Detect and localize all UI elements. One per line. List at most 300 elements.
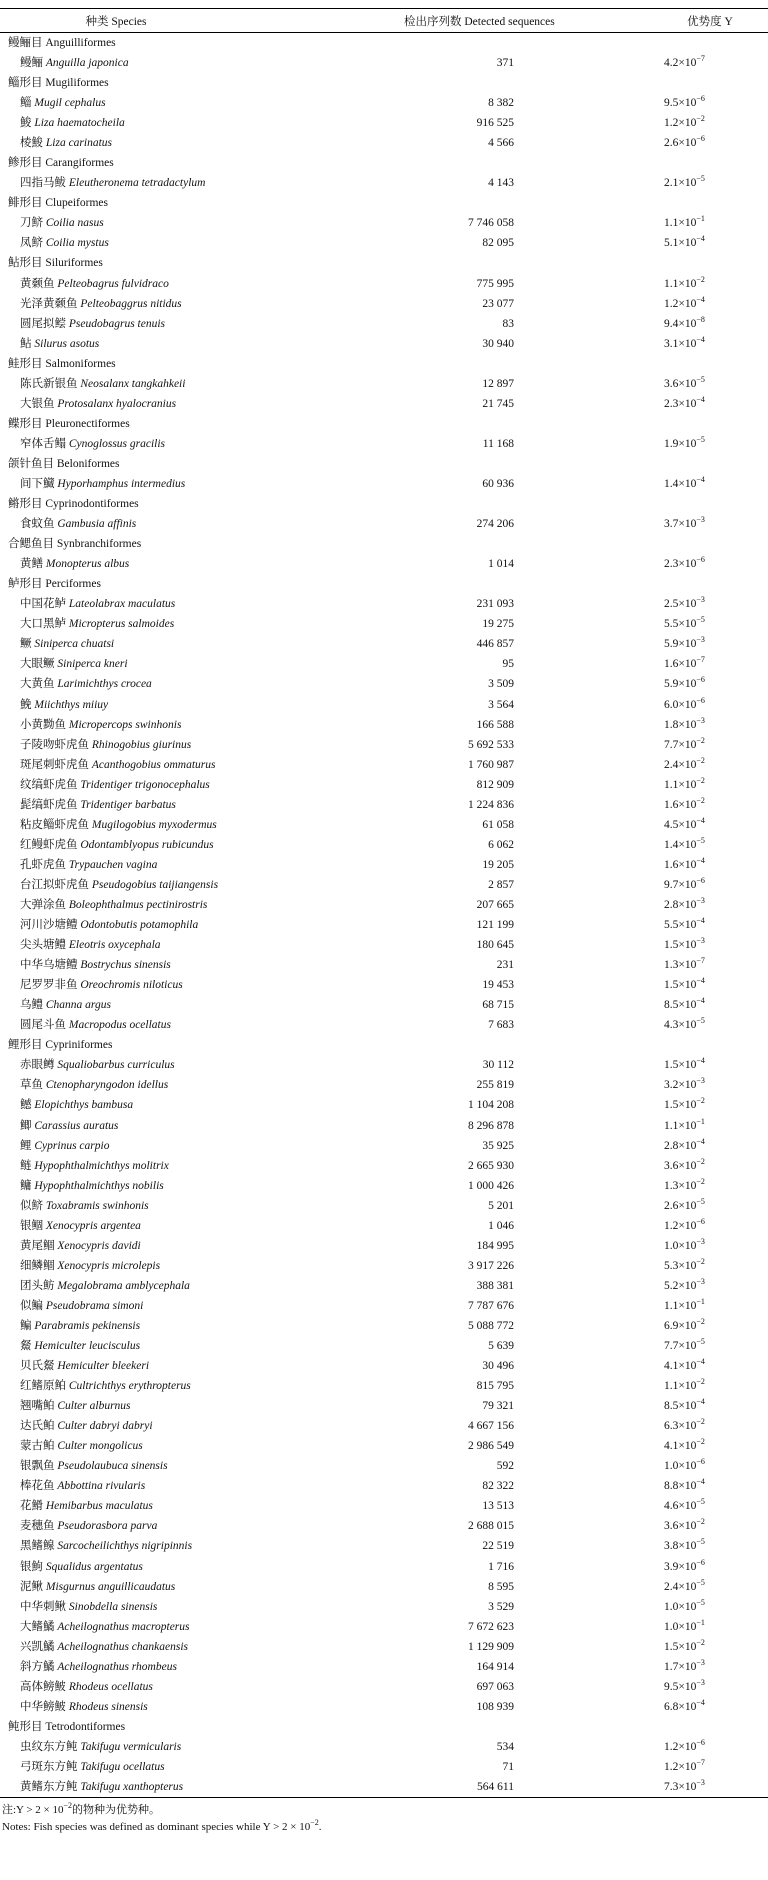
order-cn: 鲤形目 — [8, 1039, 43, 1052]
sequence-count: 7 672 623 — [468, 1620, 514, 1633]
sequence-count: 5 692 533 — [468, 738, 514, 751]
species-sci: Micropercops swinhonis — [68, 718, 182, 731]
species-cn: 台江拟虾虎鱼 — [20, 878, 89, 891]
species-cn: 鲢 — [20, 1159, 32, 1172]
species-sci: Odontobutis potamophila — [80, 919, 199, 932]
order-row — [0, 1035, 768, 1055]
order-row — [0, 153, 768, 173]
species-sci: Acheilognathus macropterus — [57, 1620, 190, 1633]
species-row — [0, 1617, 768, 1637]
order-cn: 鳉形目 — [8, 498, 43, 511]
dominance-value: $7.7\times 10^{-2}$ — [664, 735, 705, 751]
order-cn: 鳗鲡目 — [8, 37, 43, 49]
species-name — [0, 113, 402, 133]
dominance-value: $5.2\times 10^{-3}$ — [664, 1276, 705, 1292]
species-sci: Pseudorasbora parva — [57, 1520, 158, 1533]
sequence-count: 166 588 — [476, 718, 514, 731]
species-cn: 窄体舌鳎 — [20, 437, 66, 450]
species-row — [0, 614, 768, 634]
species-cn: 黄鳍东方鲀 — [20, 1781, 78, 1794]
dominance-value: $2.6\times 10^{-6}$ — [664, 134, 705, 150]
species-sci: Larimichthys crocea — [57, 678, 152, 691]
species-cn: 乌鳢 — [20, 999, 43, 1012]
species-cn: 似鲚 — [20, 1199, 43, 1212]
species-cn: 大眼鳜 — [20, 658, 55, 671]
dominance-value: $2.6\times 10^{-5}$ — [664, 1196, 705, 1212]
species-row — [0, 835, 768, 855]
order-cn: 颌针鱼目 — [8, 457, 54, 470]
species-cn: 红鳍原鲌 — [20, 1380, 66, 1393]
species-name — [0, 1196, 402, 1216]
species-name — [0, 554, 402, 574]
species-cn: 斑尾刺虾虎鱼 — [20, 758, 89, 771]
species-row — [0, 955, 768, 975]
order-sci: Clupeiformes — [45, 197, 108, 210]
dominance-value: $1.2\times 10^{-6}$ — [664, 1737, 705, 1753]
sequence-count: 21 745 — [482, 397, 514, 410]
species-row — [0, 474, 768, 494]
species-sci: Elopichthys bambusa — [34, 1099, 134, 1112]
species-row — [0, 233, 768, 253]
species-sci: Acanthogobius ommaturus — [91, 758, 216, 771]
species-row — [0, 1236, 768, 1256]
species-sci: Coilia nasus — [45, 217, 104, 230]
species-sci: Mugilogobius myxodermus — [91, 818, 217, 831]
species-name — [0, 294, 402, 314]
dominance-value: $1.4\times 10^{-5}$ — [664, 835, 705, 851]
dominance-value: $1.2\times 10^{-7}$ — [664, 1758, 705, 1773]
species-sci: Acheilognathus rhombeus — [57, 1660, 177, 1673]
species-sci: Pelteobagrus fulvidraco — [57, 277, 169, 290]
species-name — [0, 614, 402, 634]
sequence-count: 255 819 — [476, 1079, 514, 1092]
species-row — [0, 1516, 768, 1536]
species-cn: 髭缟虾虎鱼 — [20, 798, 78, 811]
sequence-count: 564 611 — [402, 1777, 632, 1798]
dominance-value: $3.7\times 10^{-3}$ — [664, 515, 705, 531]
species-name — [0, 835, 402, 855]
dominance-value: $1.1\times 10^{-2}$ — [664, 775, 705, 791]
species-row — [0, 374, 768, 394]
species-sci: Hemibarbus maculatus — [45, 1500, 153, 1513]
species-sci: Cyprinus carpio — [34, 1139, 110, 1152]
sequence-count: 7 683 — [488, 1019, 514, 1032]
order-name — [0, 193, 768, 213]
species-name — [0, 1657, 402, 1677]
species-cn: 大弹涂鱼 — [20, 898, 66, 911]
dominance-value: $8.8\times 10^{-4}$ — [664, 1477, 705, 1493]
species-row — [0, 1436, 768, 1456]
dominance-value: $1.3\times 10^{-2}$ — [664, 1176, 705, 1192]
species-row — [0, 93, 768, 113]
species-row — [0, 1757, 768, 1777]
species-cn: 贝氏䱗 — [20, 1360, 55, 1373]
sequence-count: 1 129 909 — [468, 1640, 514, 1653]
note-chinese: 注:Y > $2 \times 10^{-2}$的物种为优势种。 — [2, 1801, 161, 1817]
species-cn: 鳗鲡 — [20, 57, 43, 70]
sequence-count: 82 322 — [482, 1480, 514, 1493]
species-row — [0, 213, 768, 233]
sequence-count: 5 639 — [488, 1340, 514, 1353]
dominance-value: $2.5\times 10^{-3}$ — [664, 595, 705, 611]
dominance-value: $4.2\times 10^{-7}$ — [664, 54, 705, 70]
table-body — [0, 33, 768, 1798]
dominance-value: $1.7\times 10^{-3}$ — [664, 1657, 705, 1673]
species-name — [0, 1557, 402, 1577]
sequence-count: 19 275 — [482, 618, 514, 631]
species-name — [0, 1296, 402, 1316]
dominance-value: $1.5\times 10^{-4}$ — [664, 1056, 705, 1072]
dominance-value: $1.6\times 10^{-4}$ — [664, 855, 705, 871]
species-row — [0, 1496, 768, 1516]
species-name — [0, 1476, 402, 1496]
dominance-value: $4.3\times 10^{-5}$ — [664, 1016, 705, 1032]
species-row — [0, 1777, 768, 1798]
species-name — [0, 1416, 402, 1436]
sequence-count: 3 529 — [488, 1600, 514, 1613]
species-sci: Takifugu ocellatus — [80, 1761, 165, 1773]
species-sci: Anguilla japonica — [45, 57, 129, 70]
species-row — [0, 895, 768, 915]
sequence-count: 7 787 676 — [468, 1299, 514, 1312]
order-sci: Carangiformes — [45, 157, 114, 170]
species-sci: Siniperca kneri — [57, 658, 128, 671]
order-sci: Tetrodontiformes — [45, 1720, 126, 1733]
order-cn: 鲻形目 — [8, 77, 43, 90]
species-cn: 银鮈 — [20, 1560, 43, 1573]
species-cn: 虫纹东方鲀 — [20, 1740, 78, 1753]
species-name — [0, 1095, 402, 1115]
species-sci: Odontamblyopus rubicundus — [80, 838, 214, 851]
order-sci: Anguilliformes — [45, 37, 116, 49]
sequence-count: 83 — [502, 317, 514, 330]
dominance-value: $4.1\times 10^{-2}$ — [664, 1437, 705, 1453]
dominance-value: $1.5\times 10^{-4}$ — [664, 976, 705, 992]
species-row — [0, 935, 768, 955]
species-row — [0, 314, 768, 334]
species-cn: 鳊 — [20, 1319, 32, 1332]
species-row — [0, 915, 768, 935]
species-cn: 尖头塘鳢 — [20, 939, 66, 952]
species-cn: 大口黑鲈 — [20, 618, 66, 631]
order-sci: Siluriformes — [45, 257, 103, 270]
species-row — [0, 1095, 768, 1115]
species-row — [0, 394, 768, 414]
species-cn: 间下鱵 — [20, 478, 55, 490]
species-row — [0, 815, 768, 835]
order-cn: 鲑形目 — [8, 357, 43, 370]
species-cn: 银飘鱼 — [20, 1460, 55, 1473]
species-sci: Hemiculter bleekeri — [57, 1360, 150, 1373]
species-row — [0, 1136, 768, 1156]
species-row — [0, 594, 768, 614]
dominance-value: $3.8\times 10^{-5}$ — [664, 1537, 705, 1553]
species-cn: 大黄鱼 — [20, 678, 55, 691]
sequence-count: 30 112 — [482, 1059, 514, 1072]
sequence-count: 592 — [496, 1460, 514, 1473]
dominance-value: $8.5\times 10^{-4}$ — [664, 996, 705, 1012]
species-sci: Takifugu xanthopterus — [80, 1781, 184, 1794]
dominance-value: $6.8\times 10^{-4}$ — [664, 1697, 705, 1713]
sequence-count: 19 453 — [482, 979, 514, 992]
species-name — [0, 1336, 402, 1356]
species-row — [0, 1256, 768, 1276]
sequence-count: 3 564 — [488, 698, 514, 711]
species-name — [0, 1697, 402, 1717]
species-row — [0, 1456, 768, 1476]
species-row — [0, 274, 768, 294]
sequence-count: 180 645 — [476, 939, 514, 952]
sequence-count: 8 296 878 — [468, 1119, 514, 1132]
species-cn: 弓斑东方鲀 — [20, 1761, 78, 1773]
order-sci: Pleuronectiformes — [45, 417, 130, 430]
species-sci: Eleutheronema tetradactylum — [68, 177, 206, 190]
order-cn: 鲽形目 — [8, 417, 43, 430]
dominance-value: $1.5\times 10^{-3}$ — [664, 936, 705, 952]
species-sci: Pseudobagrus tenuis — [68, 317, 166, 330]
species-cn: 鳜 — [20, 638, 32, 651]
species-cn: 翘嘴鲌 — [20, 1400, 55, 1413]
species-cn: 食蚊鱼 — [20, 518, 55, 531]
species-cn: 鲫 — [20, 1119, 32, 1132]
sequence-count: 184 995 — [476, 1239, 514, 1252]
header-species: 种类 Species — [0, 9, 402, 33]
species-row — [0, 1697, 768, 1717]
species-cn: 鲇 — [20, 337, 32, 350]
order-name — [0, 33, 768, 54]
species-row — [0, 1156, 768, 1176]
species-name — [0, 1677, 402, 1697]
species-sci: Culter dabryi dabryi — [57, 1420, 153, 1433]
species-row — [0, 1216, 768, 1236]
dominance-value: $5.3\times 10^{-2}$ — [664, 1256, 705, 1272]
species-name — [0, 1436, 402, 1456]
dominance-value: $1.6\times 10^{-7}$ — [664, 655, 705, 671]
species-name — [0, 695, 402, 715]
species-sci: Tridentiger barbatus — [80, 798, 176, 811]
sequence-count: 4 667 156 — [468, 1420, 514, 1433]
sequence-count: 6 062 — [488, 838, 514, 851]
order-name — [0, 253, 768, 273]
species-cn: 红鳗虾虎鱼 — [20, 838, 78, 851]
sequence-count: 1 104 208 — [468, 1099, 514, 1112]
dominance-value: $1.0\times 10^{-3}$ — [664, 1236, 705, 1252]
species-name — [0, 233, 402, 253]
species-name — [0, 1176, 402, 1196]
species-row — [0, 775, 768, 795]
sequence-count: 12 897 — [482, 377, 514, 390]
species-row — [0, 795, 768, 815]
species-row — [0, 1296, 768, 1316]
table-header-row — [0, 9, 768, 33]
species-row — [0, 1115, 768, 1135]
species-name — [0, 1316, 402, 1336]
dominance-value: $9.5\times 10^{-3}$ — [664, 1677, 705, 1693]
species-row — [0, 735, 768, 755]
sequence-count: 1 760 987 — [468, 758, 514, 771]
species-sci: Boleophthalmus pectinirostris — [68, 898, 208, 911]
sequence-count: 5 088 772 — [468, 1319, 514, 1332]
species-cn: 圆尾斗鱼 — [20, 1019, 66, 1032]
sequence-count: 71 — [502, 1761, 514, 1773]
order-sci: Salmoniformes — [45, 357, 116, 370]
sequence-count: 1 014 — [488, 558, 514, 571]
species-cn: 圆尾拟鲿 — [20, 317, 66, 330]
dominance-value: $1.2\times 10^{-4}$ — [664, 294, 705, 310]
species-cn: 银鲴 — [20, 1219, 43, 1232]
sequence-count: 446 857 — [476, 638, 514, 651]
species-sci: Abbottina rivularis — [57, 1480, 146, 1493]
order-sci: Mugiliformes — [45, 77, 109, 90]
species-sci: Siniperca chuatsi — [34, 638, 115, 651]
species-sci: Eleotris oxycephala — [68, 939, 161, 952]
sequence-count: 121 199 — [476, 919, 514, 932]
species-sci: Squalidus argentatus — [45, 1560, 143, 1573]
sequence-count: 815 795 — [476, 1380, 514, 1393]
species-sci: Pelteobaggrus nitidus — [80, 297, 182, 310]
species-name — [0, 735, 402, 755]
sequence-count: 30 496 — [482, 1360, 514, 1373]
dominance-value: $9.5\times 10^{-6}$ — [664, 94, 705, 110]
species-row — [0, 53, 768, 73]
species-cn: 小黄黝鱼 — [20, 718, 66, 731]
species-row — [0, 1597, 768, 1617]
species-cn: 兴凯鱊 — [20, 1640, 55, 1653]
species-row — [0, 113, 768, 133]
species-row — [0, 1075, 768, 1095]
dominance-value: $9.7\times 10^{-6}$ — [664, 875, 705, 891]
species-name — [0, 654, 402, 674]
species-cn: 高体鳑鲏 — [20, 1680, 66, 1693]
species-cn: 中国花鲈 — [20, 598, 66, 611]
species-name — [0, 995, 402, 1015]
species-sci: Toxabramis swinhonis — [45, 1199, 149, 1212]
sequence-count: 1 000 426 — [468, 1179, 514, 1192]
species-row — [0, 695, 768, 715]
species-sci: Culter alburnus — [57, 1400, 131, 1413]
species-name — [0, 1276, 402, 1296]
species-sci: Protosalanx hyalocranius — [57, 397, 177, 410]
species-cn: 泥鳅 — [20, 1580, 43, 1593]
order-cn: 鲇形目 — [8, 257, 43, 270]
order-name — [0, 354, 768, 374]
species-sci: Rhodeus sinensis — [68, 1700, 148, 1713]
species-sci: Megalobrama amblycephala — [57, 1279, 190, 1292]
order-name — [0, 414, 768, 434]
species-sci: Neosalanx tangkahkeii — [80, 377, 186, 390]
species-name — [0, 1757, 402, 1777]
order-row — [0, 73, 768, 93]
species-row — [0, 1276, 768, 1296]
sequence-count: 8 595 — [488, 1580, 514, 1593]
species-sci: Trypauchen vagina — [68, 858, 158, 871]
order-cn: 鲹形目 — [8, 157, 43, 170]
species-name — [0, 755, 402, 775]
dominance-value: $7.3\times 10^{-3}$ — [632, 1777, 768, 1798]
species-sci: Ctenopharyngodon idellus — [45, 1079, 169, 1092]
species-cn: 大鳍鱊 — [20, 1620, 55, 1633]
species-name — [0, 474, 402, 494]
order-name — [0, 494, 768, 514]
species-cn: 棒花鱼 — [20, 1480, 55, 1493]
species-cn: 似鳊 — [20, 1299, 43, 1312]
species-row — [0, 875, 768, 895]
order-row — [0, 574, 768, 594]
species-sci: Takifugu vermicularis — [80, 1740, 182, 1753]
sequence-count: 534 — [496, 1740, 514, 1753]
species-name — [0, 875, 402, 895]
species-name — [0, 1075, 402, 1095]
order-sci: Cyprinodontiformes — [45, 498, 139, 511]
species-cn: 麦穗鱼 — [20, 1520, 55, 1533]
species-name — [0, 374, 402, 394]
species-row — [0, 514, 768, 534]
species-cn: 子陵吻虾虎鱼 — [20, 738, 89, 751]
species-name — [0, 1456, 402, 1476]
species-sci: Pseudobrama simoni — [45, 1299, 144, 1312]
species-name — [0, 394, 402, 414]
species-row — [0, 1176, 768, 1196]
species-row — [0, 334, 768, 354]
dominance-value: $3.9\times 10^{-6}$ — [664, 1557, 705, 1573]
sequence-count: 13 513 — [482, 1500, 514, 1513]
dominance-value: $1.3\times 10^{-7}$ — [664, 956, 705, 972]
species-sci: Rhodeus ocellatus — [68, 1680, 153, 1693]
species-cn: 蒙古鲌 — [20, 1440, 55, 1453]
dominance-value: $5.9\times 10^{-3}$ — [664, 635, 705, 651]
dominance-value: $1.1\times 10^{-1}$ — [664, 1116, 705, 1132]
species-cn: 粘皮鲻虾虎鱼 — [20, 818, 89, 831]
dominance-value: $1.5\times 10^{-2}$ — [664, 1096, 705, 1112]
species-name — [0, 935, 402, 955]
sequence-count: 2 857 — [488, 878, 514, 891]
dominance-value: $6.9\times 10^{-2}$ — [664, 1316, 705, 1332]
species-row — [0, 1557, 768, 1577]
species-cn: 细鳞鲴 — [20, 1259, 55, 1272]
species-cn: 斜方鱊 — [20, 1660, 55, 1673]
dominance-value: $4.1\times 10^{-4}$ — [664, 1357, 705, 1373]
species-sci: Oreochromis niloticus — [80, 979, 183, 992]
dominance-value: $1.1\times 10^{-1}$ — [664, 1296, 705, 1312]
dominance-value: $3.6\times 10^{-2}$ — [664, 1156, 705, 1172]
dominance-value: $6.3\times 10^{-2}$ — [664, 1417, 705, 1433]
species-row — [0, 1015, 768, 1035]
dominance-value: $1.0\times 10^{-6}$ — [664, 1457, 705, 1473]
sequence-count: 68 715 — [482, 999, 514, 1012]
species-cn: 鲻 — [20, 97, 32, 110]
species-sci: Macropodus ocellatus — [68, 1019, 171, 1032]
dominance-value: $1.4\times 10^{-4}$ — [664, 475, 705, 490]
species-sci: Silurus asotus — [34, 337, 100, 350]
species-name — [0, 594, 402, 614]
species-name — [0, 1055, 402, 1075]
species-sci: Xenocypris argentea — [45, 1219, 141, 1232]
species-row — [0, 1577, 768, 1597]
species-sci: Lateolabrax maculatus — [68, 598, 176, 611]
dominance-value: $1.5\times 10^{-2}$ — [664, 1637, 705, 1653]
species-name — [0, 895, 402, 915]
species-row — [0, 1376, 768, 1396]
species-name — [0, 674, 402, 694]
species-table — [0, 8, 768, 1798]
species-sci: Liza haematocheila — [34, 117, 125, 130]
species-sci: Hemiculter leucisculus — [34, 1340, 141, 1353]
species-sci: Hyporhamphus intermedius — [57, 478, 186, 490]
species-row — [0, 1657, 768, 1677]
species-name — [0, 795, 402, 815]
dominance-value: $2.3\times 10^{-6}$ — [664, 555, 705, 571]
sequence-count: 30 940 — [482, 337, 514, 350]
